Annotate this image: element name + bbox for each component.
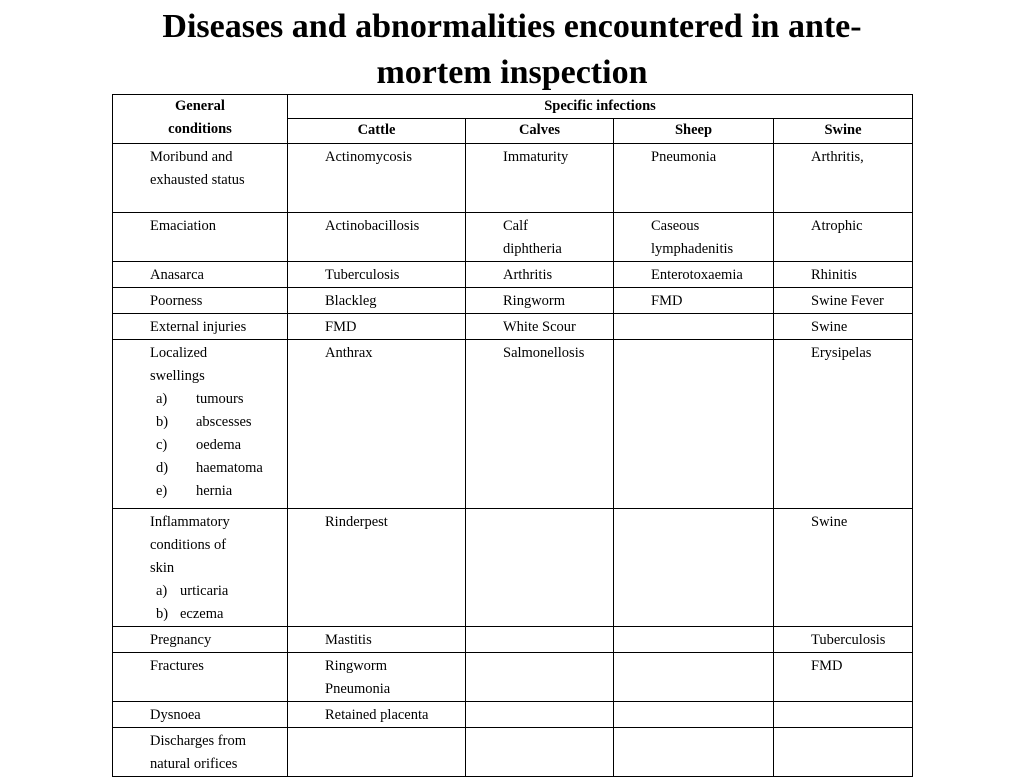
cell-swine: [774, 314, 913, 340]
cell-general: [113, 653, 288, 702]
header-swine: Swine: [774, 119, 913, 144]
cell-general: [113, 213, 288, 262]
cell-text: natural orifices: [150, 756, 238, 772]
sub-item-label: c): [156, 437, 168, 453]
cell-text: Calf: [503, 218, 528, 234]
cell-sheep: [614, 653, 774, 702]
table-row: [113, 288, 913, 314]
cell-text: Blackleg: [325, 293, 377, 309]
cell-text: exhausted status: [150, 172, 245, 188]
cell-swine: [774, 288, 913, 314]
cell-text: Moribund and: [150, 149, 233, 165]
cell-calves: [466, 262, 614, 288]
cell-general: [113, 314, 288, 340]
cell-cattle: [288, 314, 466, 340]
cell-text: Atrophic: [811, 218, 863, 234]
cell-swine: [774, 509, 913, 627]
cell-general: [113, 509, 288, 627]
sub-item-text: hernia: [196, 483, 233, 499]
sub-item-label: b): [156, 414, 169, 430]
cell-text: Caseous: [651, 218, 700, 234]
title-line-1: Diseases and abnormalities encountered in ante-: [162, 8, 862, 45]
table-row: [113, 728, 913, 777]
cell-sheep: [614, 728, 774, 777]
cell-swine: [774, 144, 913, 213]
cell-text: Rhinitis: [811, 267, 857, 283]
cell-text: Ringworm: [325, 658, 388, 674]
title-line-2: mortem inspection: [376, 54, 648, 91]
cell-swine: [774, 702, 913, 728]
cell-text: External injuries: [150, 319, 247, 335]
cell-text: Erysipelas: [811, 345, 872, 361]
header-general-line-1: General: [175, 98, 225, 114]
cell-text: Actinobacillosis: [325, 218, 420, 234]
cell-text: Swine Fever: [811, 293, 884, 309]
cell-cattle: [288, 262, 466, 288]
cell-text: Pneumonia: [651, 149, 717, 165]
cell-cattle: [288, 627, 466, 653]
table-row: [113, 702, 913, 728]
sub-item-text: haematoma: [196, 460, 263, 476]
cell-text: Discharges from: [150, 733, 246, 749]
cell-sheep: [614, 314, 774, 340]
cell-general: [113, 340, 288, 509]
sub-item: [150, 480, 281, 503]
diseases-table: [112, 94, 913, 777]
cell-text: Arthritis,: [811, 149, 864, 165]
header-calves: Calves: [466, 119, 614, 144]
cell-text: Swine: [811, 514, 848, 530]
cell-swine: [774, 340, 913, 509]
cell-calves: [466, 653, 614, 702]
sub-item-label: a): [156, 391, 168, 407]
cell-sheep: [614, 262, 774, 288]
cell-sheep: [614, 288, 774, 314]
cell-text: Actinomycosis: [325, 149, 412, 165]
sub-item-label: e): [156, 483, 168, 499]
cell-sheep: [614, 509, 774, 627]
cell-text: Inflammatory: [150, 514, 230, 530]
cell-general: [113, 144, 288, 213]
cell-text: Mastitis: [325, 632, 372, 648]
cell-text: Tuberculosis: [325, 267, 400, 283]
table-row: [113, 314, 913, 340]
sub-item-text: urticaria: [180, 583, 229, 599]
cell-text: Pneumonia: [325, 681, 391, 697]
cell-text: Anthrax: [325, 345, 373, 361]
cell-text: Localized: [150, 345, 208, 361]
cell-text: FMD: [811, 658, 843, 674]
cell-text: Swine: [811, 319, 848, 335]
cell-swine: [774, 728, 913, 777]
cell-calves: [466, 314, 614, 340]
cell-text: Pregnancy: [150, 632, 212, 648]
cell-sheep: [614, 340, 774, 509]
sub-item-label: a): [156, 583, 168, 599]
header-general-line-2: conditions: [168, 121, 232, 137]
cell-text: diphtheria: [503, 241, 562, 257]
cell-sheep: [614, 627, 774, 653]
cell-calves: [466, 144, 614, 213]
sub-item: [150, 388, 281, 411]
cell-text: swellings: [150, 368, 205, 384]
cell-text: Fractures: [150, 658, 204, 674]
cell-text: Poorness: [150, 293, 203, 309]
cell-text: Emaciation: [150, 218, 217, 234]
cell-swine: [774, 213, 913, 262]
cell-cattle: [288, 509, 466, 627]
cell-sheep: [614, 213, 774, 262]
table-row: [113, 653, 913, 702]
cell-calves: [466, 627, 614, 653]
cell-text: lymphadenitis: [651, 241, 734, 257]
header-general-conditions: [113, 95, 288, 144]
cell-text: Dysnoea: [150, 707, 201, 723]
table-row: [113, 213, 913, 262]
table-row: [113, 262, 913, 288]
cell-text: White Scour: [503, 319, 576, 335]
table-row: [113, 509, 913, 627]
cell-calves: [466, 728, 614, 777]
sub-item: [150, 411, 281, 434]
table-body: [113, 144, 913, 777]
cell-general: [113, 288, 288, 314]
cell-calves: [466, 340, 614, 509]
cell-cattle: [288, 213, 466, 262]
cell-text: skin: [150, 560, 175, 576]
cell-text: Retained placenta: [325, 707, 429, 723]
sub-item-text: tumours: [196, 391, 244, 407]
cell-cattle: [288, 728, 466, 777]
cell-swine: [774, 262, 913, 288]
cell-text: Ringworm: [503, 293, 566, 309]
cell-cattle: [288, 340, 466, 509]
cell-text: Immaturity: [503, 149, 569, 165]
sub-item: [150, 457, 281, 480]
cell-general: [113, 262, 288, 288]
cell-text: Anasarca: [150, 267, 204, 283]
table-row: [113, 627, 913, 653]
cell-calves: [466, 509, 614, 627]
cell-text: conditions of: [150, 537, 227, 553]
cell-text: FMD: [651, 293, 683, 309]
cell-cattle: [288, 144, 466, 213]
page-title: [0, 4, 1024, 96]
cell-calves: [466, 288, 614, 314]
sub-item-text: eczema: [180, 606, 224, 622]
header-specific-infections: Specific infections: [288, 95, 913, 119]
cell-text: Arthritis: [503, 267, 553, 283]
cell-cattle: [288, 288, 466, 314]
sub-item-label: d): [156, 460, 169, 476]
header-cattle: Cattle: [288, 119, 466, 144]
cell-general: [113, 702, 288, 728]
sub-item-label: b): [156, 606, 169, 622]
cell-text: Rinderpest: [325, 514, 388, 530]
sub-item-text: oedema: [196, 437, 242, 453]
cell-text: Enterotoxaemia: [651, 267, 743, 283]
cell-sheep: [614, 144, 774, 213]
cell-text: Tuberculosis: [811, 632, 886, 648]
cell-sheep: [614, 702, 774, 728]
cell-swine: [774, 627, 913, 653]
cell-text: FMD: [325, 319, 357, 335]
cell-general: [113, 627, 288, 653]
cell-calves: [466, 702, 614, 728]
cell-text: Salmonellosis: [503, 345, 585, 361]
cell-cattle: [288, 702, 466, 728]
cell-general: [113, 728, 288, 777]
cell-cattle: [288, 653, 466, 702]
sub-item: [150, 603, 281, 626]
header-sheep: Sheep: [614, 119, 774, 144]
cell-swine: [774, 653, 913, 702]
sub-item-text: abscesses: [196, 414, 252, 430]
cell-calves: [466, 213, 614, 262]
sub-item: [150, 580, 281, 603]
sub-item: [150, 434, 281, 457]
table-row: [113, 340, 913, 509]
table-row: [113, 144, 913, 213]
